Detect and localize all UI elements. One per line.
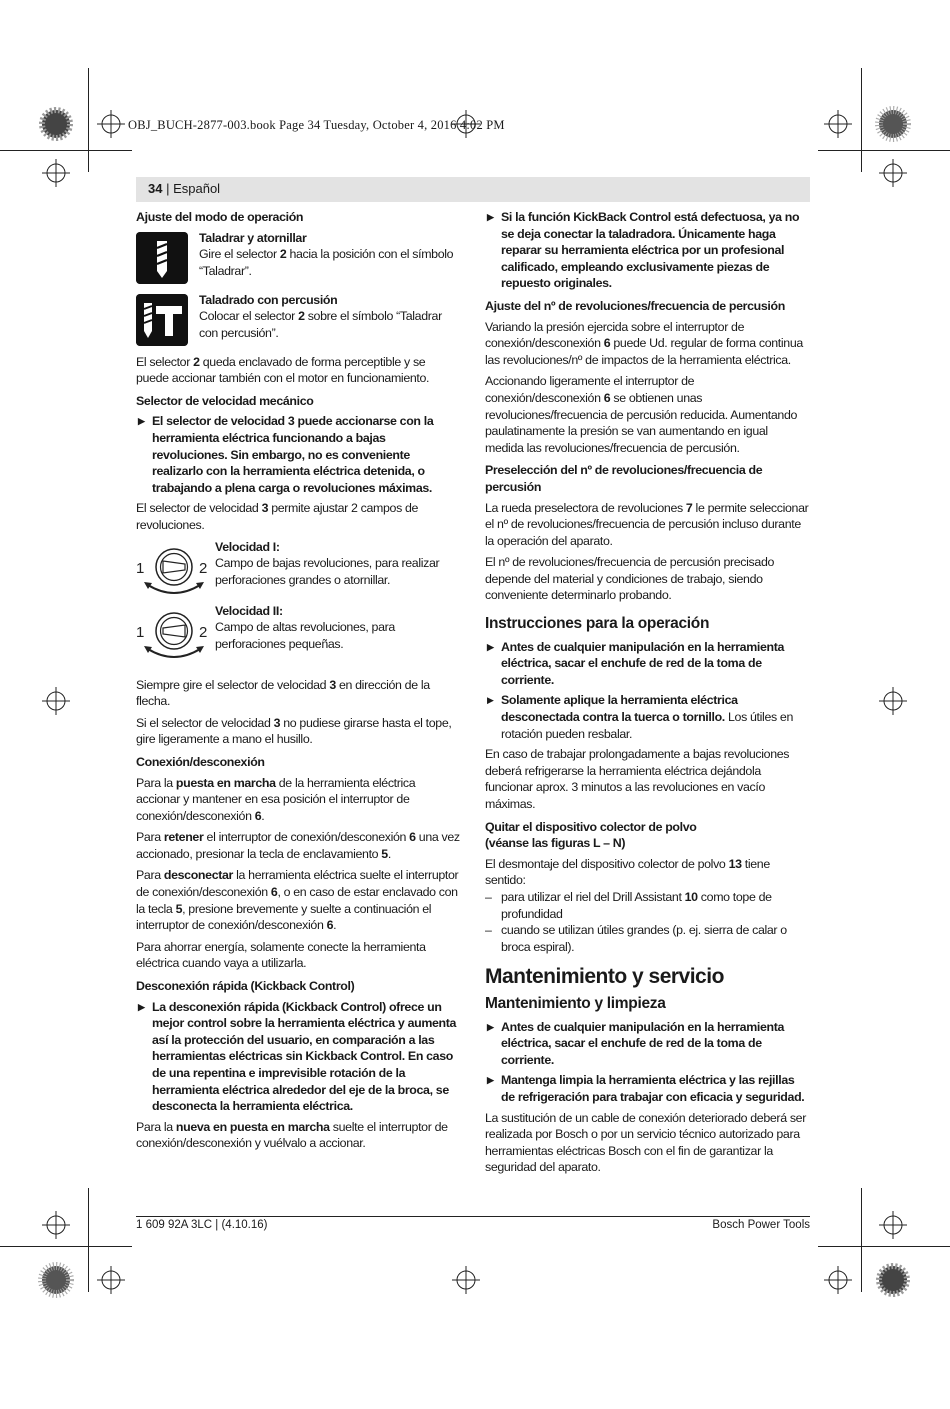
speed-heading: Selector de velocidad mecánico [136, 393, 314, 408]
rpm-heading: Ajuste del nº de revoluciones/frecuencia de percusión [485, 298, 785, 313]
speed-2-title: Velocidad II: [215, 603, 283, 618]
speed-selector-1-icon [136, 545, 212, 601]
speed-1-title: Velocidad I: [215, 539, 280, 554]
energy-saving-text: Para ahorrar energía, solamente conecte la herramienta eléctrica cuando vaya a utilizarla. [136, 939, 426, 971]
kickback-heading: Desconexión rápida (Kickback Control) [136, 979, 355, 994]
drill-mode-text: Gire el selector 2 hacia la posición con el símbolo “Taladrar”. [199, 247, 454, 278]
drill-bit-icon [136, 232, 188, 284]
dust-text: El desmontaje del dispositivo colector de polvo 13 tiene sentido: [485, 856, 770, 888]
right-column [485, 209, 809, 1181]
operation-warning-unplug: ▶ Antes de cualquier manipulación en la herramienta eléctrica, sacar el enchufe de red de la toma de corriente. [485, 639, 809, 689]
drill-mode-block [136, 230, 460, 286]
dust-item-drill-assistant: – para utilizar el riel del Drill Assistant 10 como tope de profundidad [485, 889, 809, 922]
cooling-text: En caso de trabajar prolongadamente a bajas revoluciones deberá refrigerarse la herramienta eléctrica dejándola funcionar aprox. 3 minutos a las revoluciones en vacío máximas. [485, 747, 790, 811]
speed-2-text: Campo de altas revoluciones, para perforaciones pequeñas. [215, 620, 395, 651]
left-column [136, 209, 460, 1157]
maintenance-title: Mantenimiento y servicio [485, 965, 724, 989]
footer-brand: Bosch Power Tools [712, 1219, 810, 1231]
speed-warning: ▶ El selector de velocidad 3 puede accionarse con la herramienta eléctrica funcionando a bajas revoluciones. Sin embargo, no es conveniente realizarlo con la herramienta eléctrica detenida, o trabajando a plena carga o revoluciones máximas. [136, 413, 460, 496]
knob-label-1: 1 [136, 623, 144, 641]
operation-heading: Instrucciones para la operación [485, 615, 710, 633]
footer-rule [136, 1216, 810, 1217]
switch-off-text: Para desconectar la herramienta eléctrica suelte el interruptor de conexión/desconexión 6, o en caso de estar enclavado con la tecla 5, presione brevemente y suelte a continuación el interruptor de conexión/desconexión 6. [136, 868, 459, 933]
hammer-drill-icon [136, 294, 188, 346]
dust-item-large-tools: – cuando se utilizan útiles grandes (p. ej. sierra de calar o broca espiral). [485, 922, 809, 955]
hammer-mode-title: Taladrado con percusión [199, 292, 338, 307]
footer-doc-number: 1 609 92A 3LC | (4.10.16) [136, 1219, 268, 1231]
mode-heading: Ajuste del modo de operación [136, 210, 304, 224]
operation-warning-switched-off: ▶ Solamente aplique la herramienta eléctrica desconectada contra la tuerca o tornillo. Los útiles en rotación pueden resbalar. [485, 692, 809, 742]
knob-label-2: 2 [199, 559, 207, 577]
hammer-mode-block [136, 292, 460, 348]
stuck-selector-text: Si el selector de velocidad 3 no pudiese girarse hasta el tope, gire ligeramente a mano el husillo. [136, 715, 452, 747]
maintenance-warning-clean: ▶ Mantenga limpia la herramienta eléctrica y las rejillas de refrigeración para trabajar con eficacia y seguridad. [485, 1072, 809, 1105]
speed-selector-2-icon [136, 609, 212, 665]
knob-label-1: 1 [136, 559, 144, 577]
rpm-text: Variando la presión ejercida sobre el interruptor de conexión/desconexión 6 puede Ud. regular de forma continua las revoluciones/nº de impactos de la herramienta eléctrica. [485, 319, 803, 367]
knob-label-2: 2 [199, 623, 207, 641]
selector-lock-text: El selector 2 queda enclavado de forma perceptible y se puede accionar también con el motor en funcionamiento. [136, 354, 430, 386]
turn-direction-text: Siempre gire el selector de velocidad 3 en dirección de la flecha. [136, 677, 430, 709]
speed-1-text: Campo de bajas revoluciones, para realizar perforaciones grandes o atornillar. [215, 556, 440, 587]
speed-1-block [136, 539, 460, 597]
hammer-mode-text: Colocar el selector 2 sobre el símbolo “Taladrar con percusión”. [199, 309, 442, 340]
preselect-wheel-text: La rueda preselectora de revoluciones 7 le permite seleccionar el nº de revoluciones/frecuencia de percusión incluso durante la operación del aparato. [485, 500, 809, 548]
page-header [136, 177, 810, 202]
header-language: Español [173, 181, 221, 196]
onoff-heading: Conexión/desconexión [136, 754, 265, 769]
kickback-defect-warning: ▶ Si la función KickBack Control está defectuosa, ya no se deja conectar la taladradora. Únicamente haga reparar su herramienta eléctrica por un profesional calificado, empleando exclusivamente piezas de repuesto originales. [485, 209, 809, 292]
maintenance-warning-unplug: ▶ Antes de cualquier manipulación en la herramienta eléctrica, sacar el enchufe de red de la toma de corriente. [485, 1019, 809, 1069]
preselect-heading: Preselección del nº de revoluciones/frecuencia de percusión [485, 463, 763, 494]
page-number: 34 [148, 181, 163, 196]
kickback-warning: ▶ La desconexión rápida (Kickback Control) ofrece un mejor control sobre la herramienta eléctrica y aumenta así la protección del usuario, en comparación a las herramientas eléctricas sin Kickback Control. En caso de una repentina e imprevisible rotación de la herramienta eléctrica alrededor del eje de la broca, se desconecta la herramienta eléctrica. [136, 999, 460, 1115]
print-banner: OBJ_BUCH-2877-003.book Page 34 Tuesday, October 4, 2016 4:02 PM [128, 118, 505, 132]
lock-on-text: Para retener el interruptor de conexión/desconexión 6 una vez accionado, presionar la tecla de enclavamiento 5. [136, 830, 460, 861]
cable-replacement-text: La sustitución de un cable de conexión deteriorado deberá ser realizada por Bosch o por un servicio técnico autorizado para herramientas eléctricas Bosch con el fin de garantizar la seguridad del aparato. [485, 1110, 807, 1175]
required-rpm-text: El nº de revoluciones/frecuencia de percusión precisado depende del material y condiciones de trabajo, siendo conveniente determinarlo probando. [485, 555, 775, 603]
speed-2-block [136, 603, 460, 661]
drill-mode-title: Taladrar y atornillar [199, 230, 307, 245]
dust-heading-line1: Quitar el dispositivo colector de polvo [485, 819, 697, 834]
speed-ranges-text: El selector de velocidad 3 permite ajustar 2 campos de revoluciones. [136, 501, 419, 532]
switch-on-text: Para la puesta en marcha de la herramienta eléctrica accionar y mantener en esa posición el interruptor de conexión/desconexión 6. [136, 775, 416, 823]
light-press-text: Accionando ligeramente el interruptor de conexión/desconexión 6 se obtienen unas revoluciones/frecuencia de percusión reducida. Aumentando paulatinamente la presión se van aumentando en igual medida las revoluciones/frecuencia de percusión. [485, 374, 798, 455]
dust-heading-line2: (véanse las figuras L – N) [485, 836, 626, 851]
header-separator: | [162, 181, 174, 196]
cleaning-heading: Mantenimiento y limpieza [485, 994, 666, 1012]
restart-text: Para la nueva en puesta en marcha suelte el interruptor de conexión/desconexión y vuélvalo a accionar. [136, 1119, 448, 1151]
